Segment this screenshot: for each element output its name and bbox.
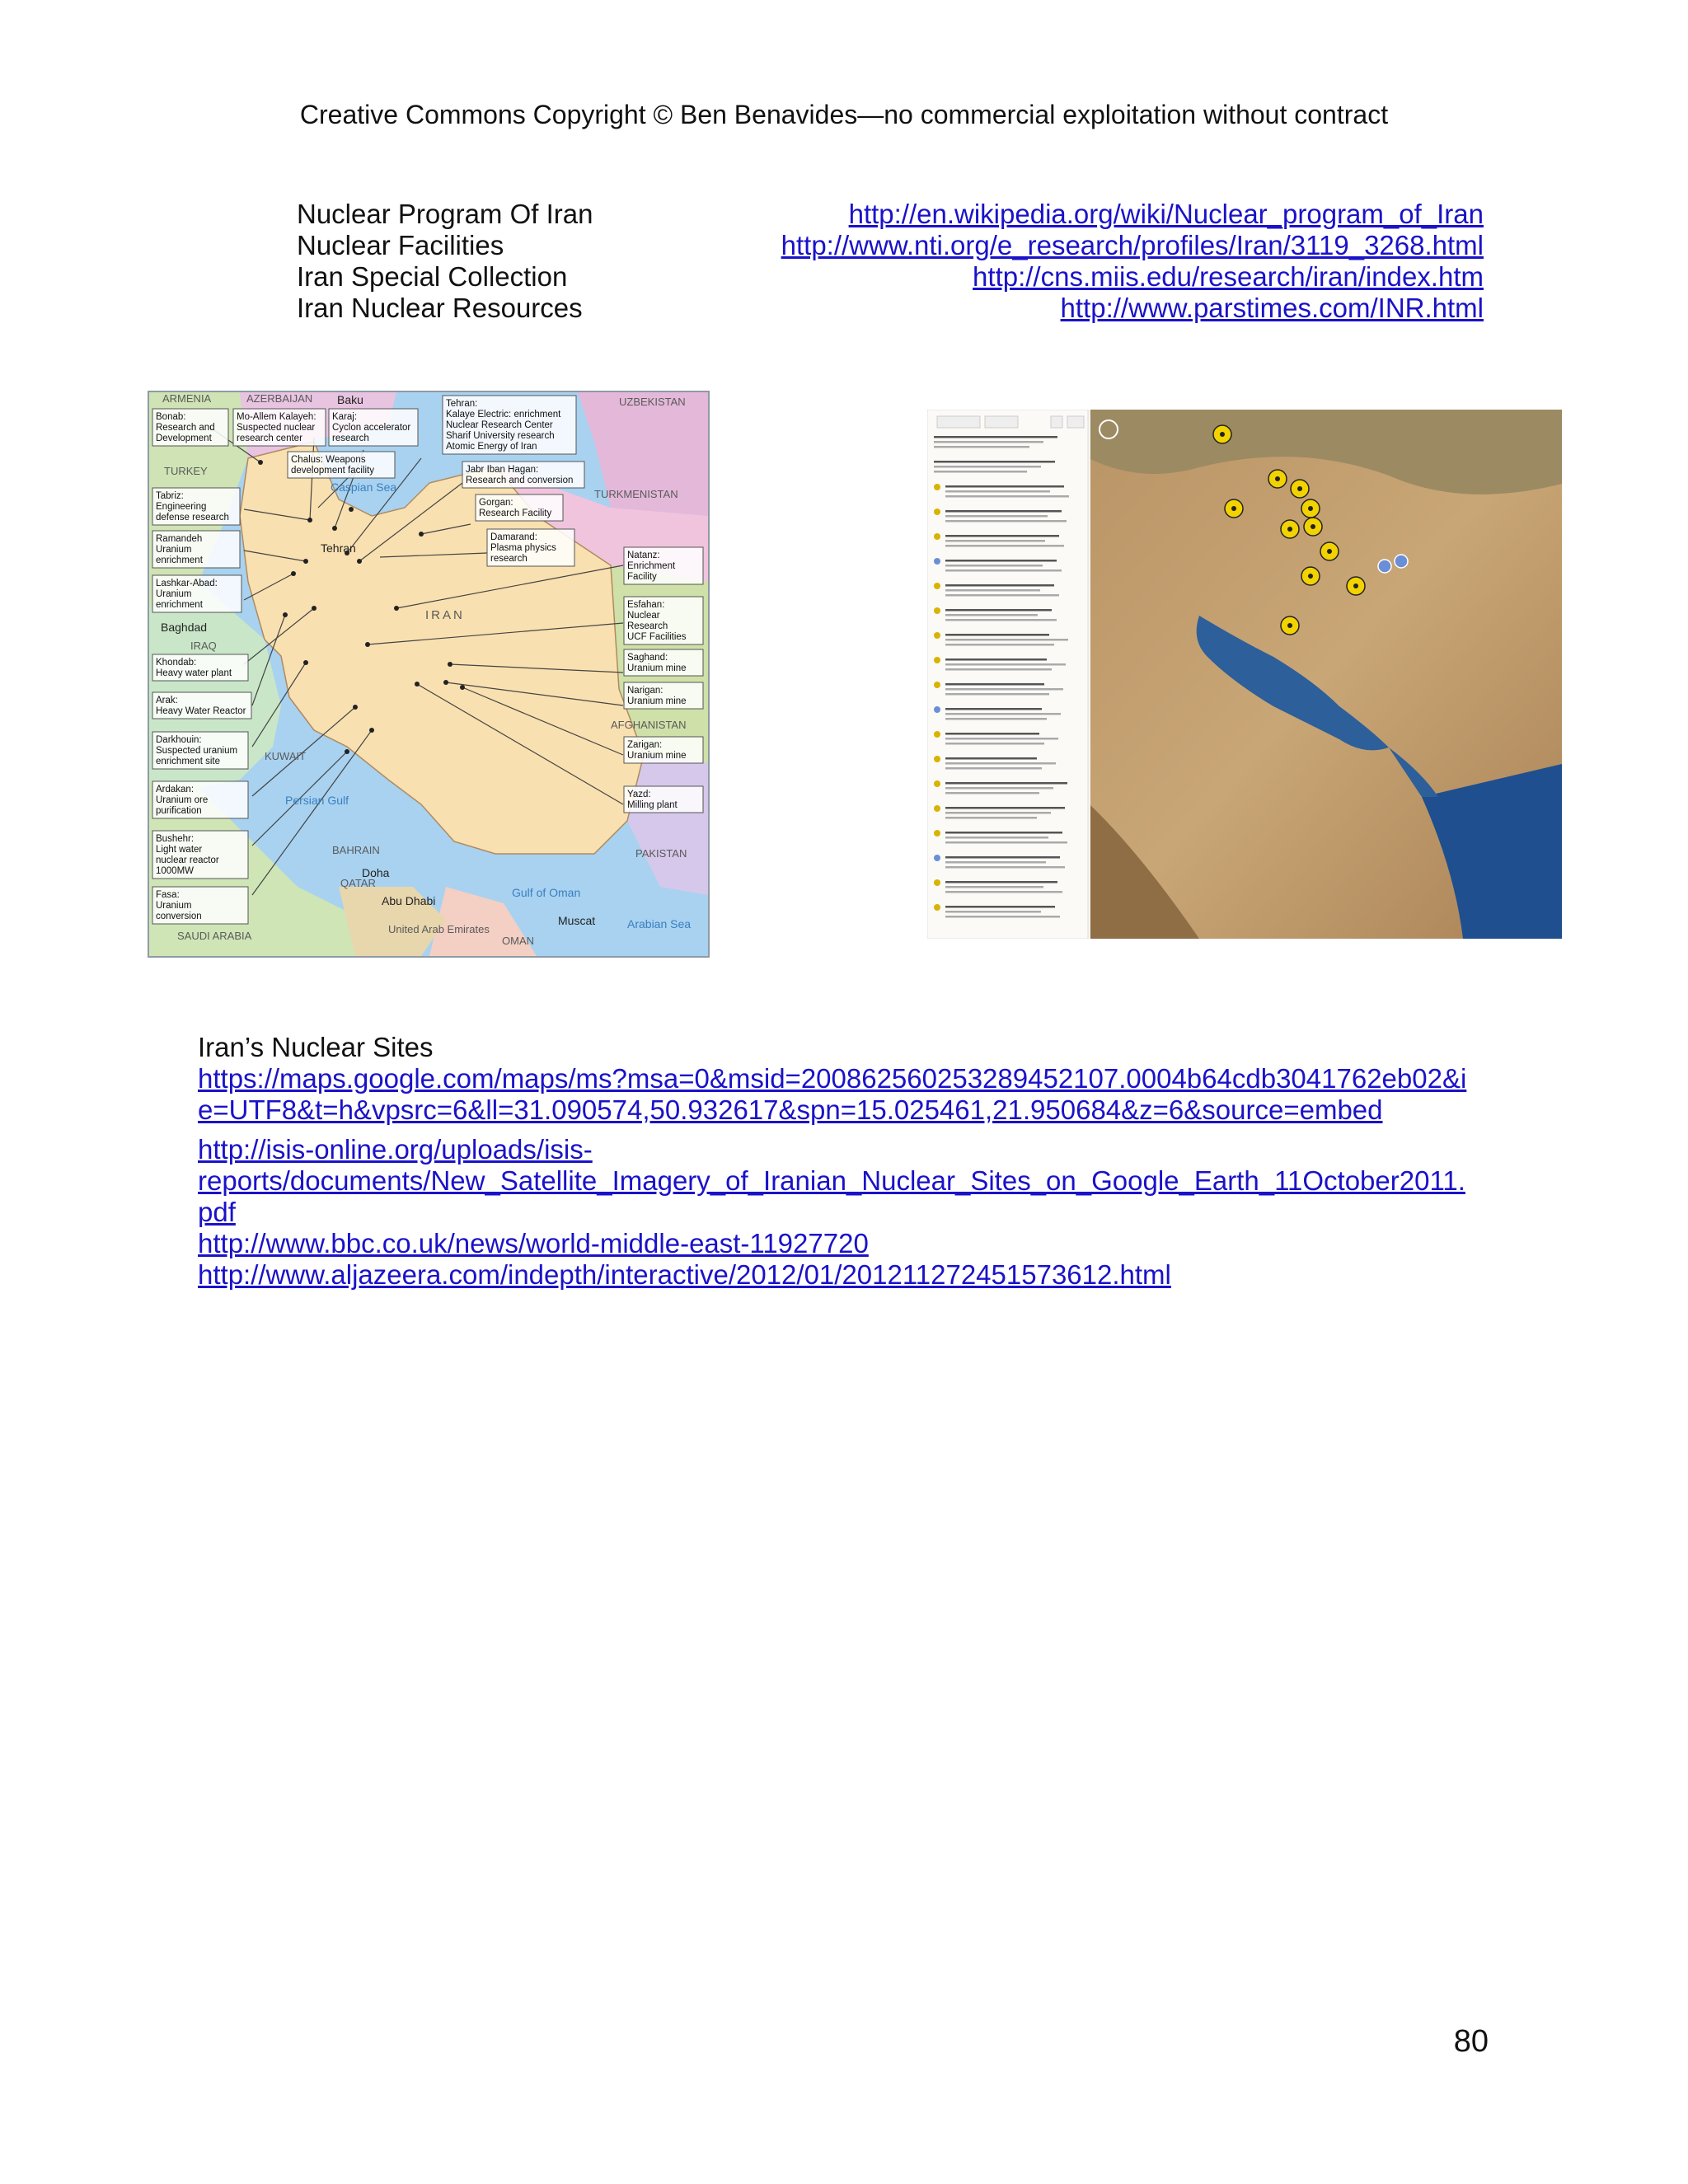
map-box-top — [462, 462, 584, 488]
placemark-text-line — [945, 743, 1044, 745]
map-box-right-text: Nuclear — [627, 611, 660, 621]
map-box-left — [152, 409, 228, 446]
placemark-icon — [934, 657, 940, 663]
placemark-text-line — [945, 916, 1060, 918]
radiation-marker-center — [1353, 583, 1358, 588]
placemark-text-line — [945, 569, 1062, 572]
placemark-text-line — [945, 490, 1050, 493]
map-box-top-text: Tehran: — [446, 399, 478, 409]
mine-marker — [1395, 555, 1408, 568]
map-box-left-text: development facility — [291, 466, 374, 476]
placemark-text-line — [945, 495, 1069, 498]
map-box-left-text: enrichment — [156, 600, 203, 610]
map-box-left-text: Karaj: — [332, 412, 358, 422]
map-box-left-text: Ramandeh — [156, 534, 203, 544]
page-header: Creative Commons Copyright © Ben Benavides—no commercial exploitation without contract — [299, 100, 1389, 129]
map-label-uzbekistan: UZBEKISTAN — [619, 396, 686, 408]
placemark-text-line — [945, 856, 1060, 859]
map-box-right-text: Natanz: — [627, 551, 660, 560]
map-box-left-text: conversion — [156, 912, 202, 921]
page-number: 80 — [1453, 2024, 1489, 2059]
map-box-right-text: Milling plant — [627, 800, 678, 810]
radiation-marker-center — [1287, 623, 1292, 628]
map-label-persian-gulf: Persian Gulf — [285, 794, 349, 807]
map-box-right-text: Narigan: — [627, 686, 663, 696]
placemark-text-line — [945, 668, 1052, 671]
placemark-icon — [934, 780, 940, 787]
map-box-right-text: Yazd: — [627, 790, 651, 799]
google-map-screenshot — [927, 410, 1562, 939]
placemark-icon — [934, 706, 940, 713]
reference-link[interactable]: http://www.parstimes.com/INR.html — [1060, 293, 1484, 323]
map-box-left — [152, 732, 248, 769]
placemark-text-line — [945, 911, 1041, 913]
radiation-marker-center — [1287, 527, 1292, 532]
map-box-left — [152, 654, 248, 681]
isis-report-link-line2[interactable]: reports/documents/New_Satellite_Imagery_of_Iranian_Nuclear_Sites_on_Google_Earth_11October2011. — [198, 1165, 1465, 1196]
placemark-text-line — [945, 663, 1066, 666]
map-box-left-text: research center — [237, 434, 302, 443]
map-box-top-text: Damarand: — [490, 532, 537, 542]
placemark-text-line — [945, 515, 1048, 518]
placemark-text-line — [945, 787, 1053, 790]
reference-row — [297, 293, 1484, 324]
map-box-right — [624, 682, 703, 709]
map-box-left-text: nuclear reactor — [156, 855, 219, 865]
placemark-icon — [934, 904, 940, 911]
map-box-left-text: Engineering — [156, 502, 207, 512]
map-box-right-text: UCF Facilities — [627, 632, 687, 642]
map-label-azerbaijan: AZERBAIJAN — [246, 392, 313, 405]
placemark-text-line — [945, 881, 1057, 883]
map-box-right — [624, 597, 703, 644]
placemark-text-line — [945, 594, 1059, 597]
map-box-left-text: Uranium — [156, 545, 192, 555]
placemark-icon — [934, 756, 940, 762]
map-label-oman: OMAN — [502, 935, 534, 947]
map-box-left-text: Bonab: — [156, 412, 186, 422]
map-box-top-text: research — [490, 554, 528, 564]
map-box-left — [152, 887, 248, 924]
map-label-iraq: IRAQ — [190, 640, 217, 652]
reference-link[interactable]: http://en.wikipedia.org/wiki/Nuclear_program_of_Iran — [848, 199, 1484, 229]
map-box-left-text: Development — [156, 434, 212, 443]
placemark-text-line — [945, 584, 1054, 587]
map-box-right-text: Esfahan: — [627, 600, 665, 610]
map-box-top-text: Gorgan: — [479, 498, 513, 508]
map-box-right — [624, 737, 703, 763]
map-box-left-text: Light water — [156, 845, 203, 855]
reference-list — [297, 199, 1484, 324]
placemark-text-line — [945, 866, 1065, 869]
placemark-text-line — [945, 693, 1049, 696]
placemark-text-line — [945, 644, 1054, 646]
map-box-top — [487, 529, 574, 566]
map-box-left-text: Uranium — [156, 901, 192, 911]
placemark-icon — [934, 682, 940, 688]
google-map-link-line1[interactable]: https://maps.google.com/maps/ms?msa=0&msid=200862560253289452107.0004b64cdb3041762eb02&i — [198, 1063, 1467, 1094]
placemark-text-line — [945, 837, 1048, 839]
map-box-left-text: Suspected nuclear — [237, 423, 316, 433]
map-label-armenia: ARMENIA — [162, 392, 212, 405]
map-label-kuwait: KUWAIT — [265, 750, 307, 762]
radiation-marker-center — [1231, 506, 1236, 511]
placemark-text-line — [945, 817, 1037, 819]
map-box-left-text: Uranium — [156, 589, 192, 599]
map-box-left-text: 1000MW — [156, 866, 195, 876]
map-box-left-text: Bushehr: — [156, 834, 195, 844]
map-box-left-text: Fasa: — [156, 890, 180, 900]
radiation-marker-center — [1311, 524, 1315, 529]
reference-label: Nuclear Program Of Iran — [297, 199, 593, 229]
map-box-top — [476, 494, 563, 521]
placemark-text-line — [945, 807, 1065, 809]
map-box-top-text: Research and conversion — [466, 476, 574, 485]
placemark-text-line — [945, 762, 1056, 765]
map-box-right-text: Facility — [627, 572, 657, 582]
placemark-text-line — [945, 609, 1052, 612]
placemark-text-line — [945, 782, 1067, 785]
map-label-uae: United Arab Emirates — [388, 923, 490, 935]
placemark-icon — [934, 632, 940, 639]
placemark-text-line — [945, 565, 1043, 567]
bbc-link[interactable]: http://www.bbc.co.uk/news/world-middle-east-11927720 — [198, 1228, 869, 1258]
google-map-link-line2[interactable]: e=UTF8&t=h&vpsrc=6&ll=31.090574,50.932617&spn=15.025461,21.950684&z=6&source=embed — [198, 1094, 1383, 1125]
placemark-text-line — [945, 639, 1068, 641]
map-box-left-text: Chalus: Weapons — [291, 455, 366, 465]
iran-nuclear-map-svg — [149, 392, 708, 956]
reference-row — [297, 230, 1484, 261]
map-box-left — [152, 692, 251, 719]
map-box-left — [288, 452, 395, 478]
map-box-right-text: Zarigan: — [627, 740, 663, 750]
map-box-right-text: Research — [627, 621, 668, 631]
map-box-left-text: Suspected uranium — [156, 746, 238, 756]
map-label-abu-dhabi: Abu Dhabi — [382, 894, 436, 907]
radiation-marker-center — [1327, 549, 1332, 554]
placemark-text-line — [945, 861, 1046, 864]
reference-label: Iran Nuclear Resources — [297, 293, 583, 323]
map-box-left-text: Ardakan: — [156, 785, 195, 794]
placemark-text-line — [945, 510, 1062, 513]
placemark-text-line — [945, 560, 1057, 562]
placemark-icon — [934, 509, 940, 515]
map-box-left-text: Heavy Water Reactor — [156, 706, 246, 716]
placemark-icon — [934, 830, 940, 837]
placemark-text-line — [945, 485, 1064, 488]
placemark-text-line — [934, 471, 1027, 473]
placemark-icon — [934, 879, 940, 886]
map-box-top-text: Sharif University research — [446, 431, 555, 441]
map-box-right-text: Saghand: — [627, 653, 668, 663]
placemark-text-line — [934, 441, 1043, 443]
map-label-gulf-of-oman: Gulf of Oman — [512, 886, 581, 899]
map-box-left — [329, 409, 418, 446]
placemark-text-line — [945, 738, 1058, 740]
placemark-text-line — [945, 891, 1062, 893]
placemark-text-line — [945, 589, 1040, 592]
map-box-top — [443, 396, 576, 454]
placemark-icon — [934, 558, 940, 565]
map-box-right-text: Enrichment — [627, 561, 676, 571]
map-box-right — [624, 649, 703, 676]
map-box-right — [624, 547, 703, 584]
placemark-text-line — [945, 906, 1055, 908]
reference-link[interactable]: http://www.nti.org/e_research/profiles/Iran/3119_3268.html — [781, 230, 1484, 260]
reference-link[interactable]: http://cns.miis.edu/research/iran/index.htm — [973, 261, 1484, 292]
reference-row — [297, 199, 1484, 230]
map-box-left-text: Darkhouin: — [156, 735, 202, 745]
map-box-left-text: Tabriz: — [156, 491, 184, 501]
radiation-marker-center — [1308, 574, 1313, 579]
map-box-top-text: Plasma physics — [490, 543, 556, 553]
isis-report-link-line1[interactable]: http://isis-online.org/uploads/isis- — [198, 1134, 593, 1165]
placemark-text-line — [945, 832, 1062, 834]
map-label-bahrain: BAHRAIN — [332, 844, 380, 856]
aljazeera-link[interactable]: http://www.aljazeera.com/indepth/interactive/2012/01/201211272451573612.html — [198, 1259, 1171, 1290]
placemark-text-line — [945, 688, 1063, 691]
map-box-left-text: defense research — [156, 513, 229, 523]
placemark-text-line — [945, 540, 1045, 542]
placemark-text-line — [945, 520, 1067, 523]
map-label-saudi-arabia: SAUDI ARABIA — [177, 930, 252, 942]
map-box-left — [152, 575, 241, 612]
nuclear-sites-section — [198, 1032, 1492, 1291]
radiation-marker-center — [1275, 476, 1280, 481]
placemark-icon — [934, 583, 940, 589]
mine-marker — [1378, 560, 1391, 573]
sites-title: Iran’s Nuclear Sites — [198, 1032, 434, 1062]
map-label-turkmenistan: TURKMENISTAN — [594, 488, 678, 500]
map-label-baku: Baku — [337, 393, 363, 406]
placemark-icon — [934, 484, 940, 490]
map-box-left-text: Cyclon accelerator — [332, 423, 411, 433]
radiation-marker-center — [1308, 506, 1313, 511]
map-label-pakistan: PAKISTAN — [635, 847, 687, 860]
placemark-text-line — [945, 886, 1043, 888]
map-label-tehran: Tehran — [321, 541, 356, 555]
placemark-text-line — [945, 792, 1039, 794]
map-box-left-text: enrichment — [156, 555, 203, 565]
map-box-left-text: enrichment site — [156, 757, 220, 766]
map-box-left — [152, 831, 248, 879]
radiation-marker-center — [1297, 486, 1302, 491]
placemark-text-line — [934, 461, 1055, 463]
map-box-left — [152, 531, 240, 568]
placemark-text-line — [934, 446, 1029, 448]
reference-row — [297, 261, 1484, 293]
map-box-top-text: Kalaye Electric: enrichment — [446, 410, 561, 419]
map-box-left-text: Khondab: — [156, 658, 197, 668]
map-label-afghanistan: AFGHANISTAN — [611, 719, 687, 731]
reference-label: Nuclear Facilities — [297, 230, 504, 260]
placemark-text-line — [945, 535, 1059, 537]
placemark-text-line — [945, 545, 1064, 547]
map-box-top-text: Atomic Energy of Iran — [446, 442, 537, 452]
map-box-left-text: Lashkar-Abad: — [156, 579, 218, 588]
placemark-text-line — [945, 634, 1049, 636]
map-box-right-text: Uranium mine — [627, 751, 687, 761]
placemark-icon — [934, 533, 940, 540]
placemark-text-line — [945, 718, 1047, 720]
placemark-text-line — [945, 658, 1047, 661]
placemark-text-line — [945, 708, 1042, 710]
map-label-muscat: Muscat — [558, 914, 596, 927]
placemark-text-line — [945, 767, 1042, 770]
map-box-left-text: Research and — [156, 423, 215, 433]
map-box-left — [233, 409, 326, 446]
placemark-text-line — [945, 683, 1044, 686]
placemark-icon — [934, 607, 940, 614]
placemark-text-line — [945, 619, 1057, 621]
map-box-top-text: Research Facility — [479, 509, 552, 518]
map-label-arabian-sea: Arabian Sea — [627, 917, 692, 930]
map-box-top-text: Nuclear Research Center — [446, 420, 553, 430]
map-box-left — [152, 488, 240, 525]
map-label-baghdad: Baghdad — [161, 621, 208, 634]
map-box-left — [152, 781, 248, 818]
map-box-left-text: Mo-Allem Kalayeh: — [237, 412, 316, 422]
map-label-doha: Doha — [362, 866, 390, 879]
map-box-right — [624, 786, 703, 813]
placemark-icon — [934, 855, 940, 861]
map-box-left-text: Heavy water plant — [156, 668, 232, 678]
placemark-text-line — [934, 436, 1057, 438]
map-box-left-text: Uranium ore — [156, 795, 209, 805]
map-box-left-text: research — [332, 434, 369, 443]
map-label-turkey: TURKEY — [164, 465, 208, 477]
map-label-caspian-sea: Caspian Sea — [331, 480, 397, 494]
placemark-text-line — [945, 614, 1038, 616]
map-label-qatar: QATAR — [340, 877, 376, 889]
map-label-iran: IRAN — [425, 608, 465, 622]
placemark-text-line — [934, 466, 1041, 468]
placemark-text-line — [945, 841, 1067, 844]
placemark-icon — [934, 805, 940, 812]
isis-report-link-line3[interactable]: pdf — [198, 1197, 236, 1227]
placemark-text-line — [945, 757, 1037, 760]
iran-nuclear-map — [148, 391, 710, 958]
map-box-right-text: Uranium mine — [627, 663, 687, 673]
placemark-text-line — [945, 812, 1051, 814]
map-box-top-text: Jabr Iban Hagan: — [466, 465, 539, 475]
map-box-left-text: Arak: — [156, 696, 178, 705]
placemark-text-line — [945, 713, 1061, 715]
placemark-text-line — [945, 733, 1039, 735]
google-map-svg — [927, 410, 1562, 939]
map-box-left-text: purification — [156, 806, 202, 816]
radiation-marker-center — [1220, 432, 1225, 437]
map-box-right-text: Uranium mine — [627, 696, 687, 706]
reference-label: Iran Special Collection — [297, 261, 568, 292]
placemark-icon — [934, 731, 940, 738]
